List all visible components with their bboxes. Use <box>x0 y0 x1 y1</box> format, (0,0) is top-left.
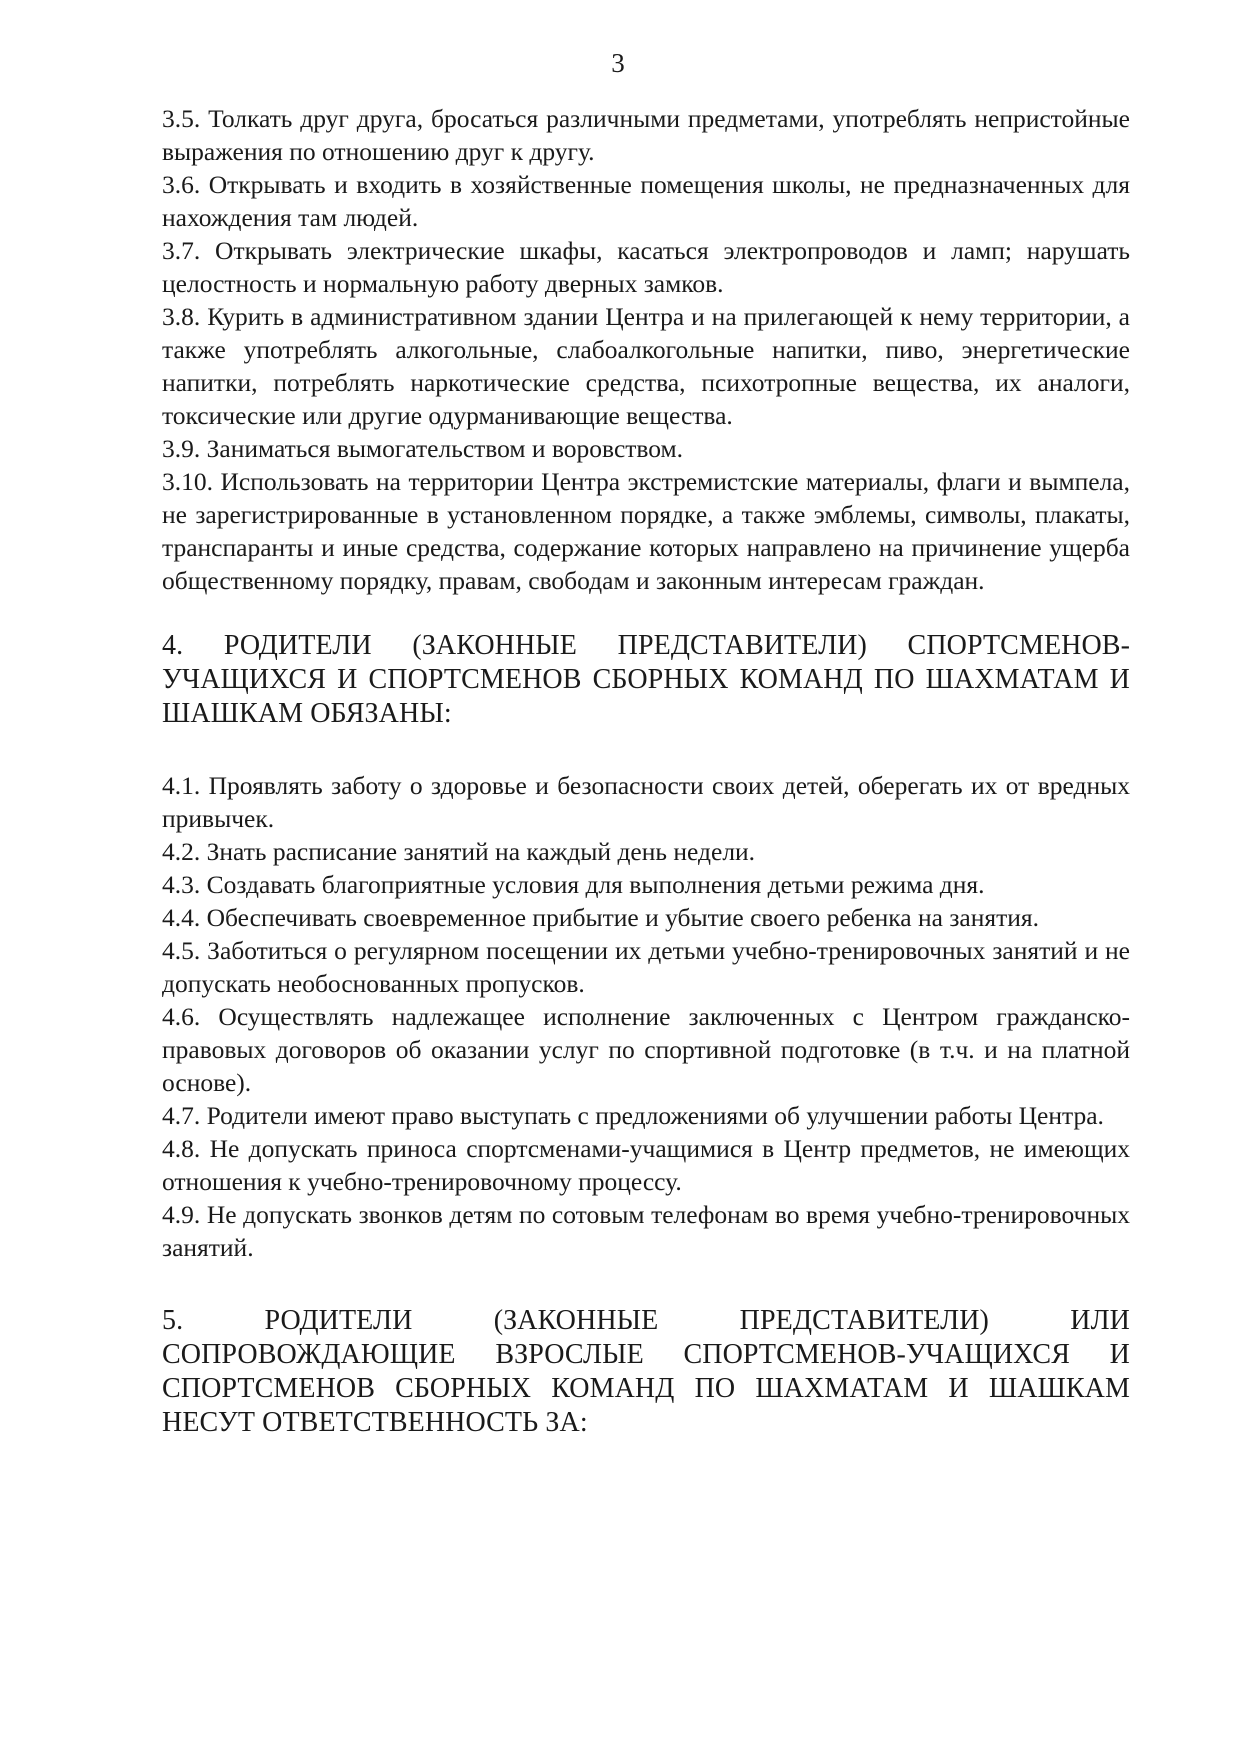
rule-3-8: 3.8. Курить в административном здании Центра и на прилегающей к нему территории, а также употреблять алкогольные, слабоалкогольные напитки, пиво, энергетические напитки, потреблять наркотические средства, психотропные вещества, их аналоги, токсические или другие одурманивающие вещества. <box>162 302 1130 430</box>
rule-3-5: 3.5. Толкать друг друга, бросаться различными предметами, употреблять непристойные выражения по отношению друг к другу. <box>162 104 1130 166</box>
section-5-heading: 5. РОДИТЕЛИ (ЗАКОННЫЕ ПРЕДСТАВИТЕЛИ) ИЛИ СОПРОВОЖДАЮЩИЕ ВЗРОСЛЫЕ СПОРТСМЕНОВ-УЧАЩИХСЯ И СПОРТСМЕНОВ СБОРНЫХ КОМАНД ПО ШАХМАТАМ И ШАШКАМ НЕСУТ ОТВЕТСТВЕННОСТЬ ЗА: <box>162 1305 1130 1438</box>
rule-3-7: 3.7. Открывать электрические шкафы, касаться электропроводов и ламп; нарушать целостность и нормальную работу дверных замков. <box>162 236 1130 298</box>
rule-3-6: 3.6. Открывать и входить в хозяйственные помещения школы, не предназначенных для нахождения там людей. <box>162 170 1130 232</box>
rule-3-10: 3.10. Использовать на территории Центра экстремистские материалы, флаги и вымпела, не зарегистрированные в установленном порядке, а также эмблемы, символы, плакаты, транспаранты и иные средства, содержание которых направлено на причинение ущерба общественному порядку, правам, свободам и законным интересам граждан. <box>162 467 1130 595</box>
rule-4-2: 4.2. Знать расписание занятий на каждый день недели. <box>162 837 756 866</box>
rule-4-9: 4.9. Не допускать звонков детям по сотовым телефонам во время учебно-тренировочных занятий. <box>162 1200 1130 1262</box>
section-4-heading: 4. РОДИТЕЛИ (ЗАКОННЫЕ ПРЕДСТАВИТЕЛИ) СПОРТСМЕНОВ-УЧАЩИХСЯ И СПОРТСМЕНОВ СБОРНЫХ КОМАНД ПО ШАХМАТАМ И ШАШКАМ ОБЯЗАНЫ: <box>162 630 1130 729</box>
rule-4-5: 4.5. Заботиться о регулярном посещении их детьми учебно-тренировочных занятий и не допускать необоснованных пропусков. <box>162 936 1130 998</box>
page-number: 3 <box>611 48 625 78</box>
rule-4-6: 4.6. Осуществлять надлежащее исполнение заключенных с Центром гражданско-правовых договоров об оказании услуг по спортивной подготовке (в т.ч. и на платной основе). <box>162 1002 1130 1097</box>
rule-4-3: 4.3. Создавать благоприятные условия для выполнения детьми режима дня. <box>162 870 985 899</box>
rule-4-4: 4.4. Обеспечивать своевременное прибытие и убытие своего ребенка на занятия. <box>162 903 1039 932</box>
rule-4-8: 4.8. Не допускать приноса спортсменами-учащимися в Центр предметов, не имеющих отношения к учебно-тренировочному процессу. <box>162 1134 1130 1196</box>
rule-4-7: 4.7. Родители имеют право выступать с предложениями об улучшении работы Центра. <box>162 1101 1104 1130</box>
page-body <box>162 102 1130 1440</box>
rule-3-9: 3.9. Заниматься вымогательством и воровством. <box>162 434 684 463</box>
rule-4-1: 4.1. Проявлять заботу о здоровье и безопасности своих детей, оберегать их от вредных привычек. <box>162 771 1130 833</box>
